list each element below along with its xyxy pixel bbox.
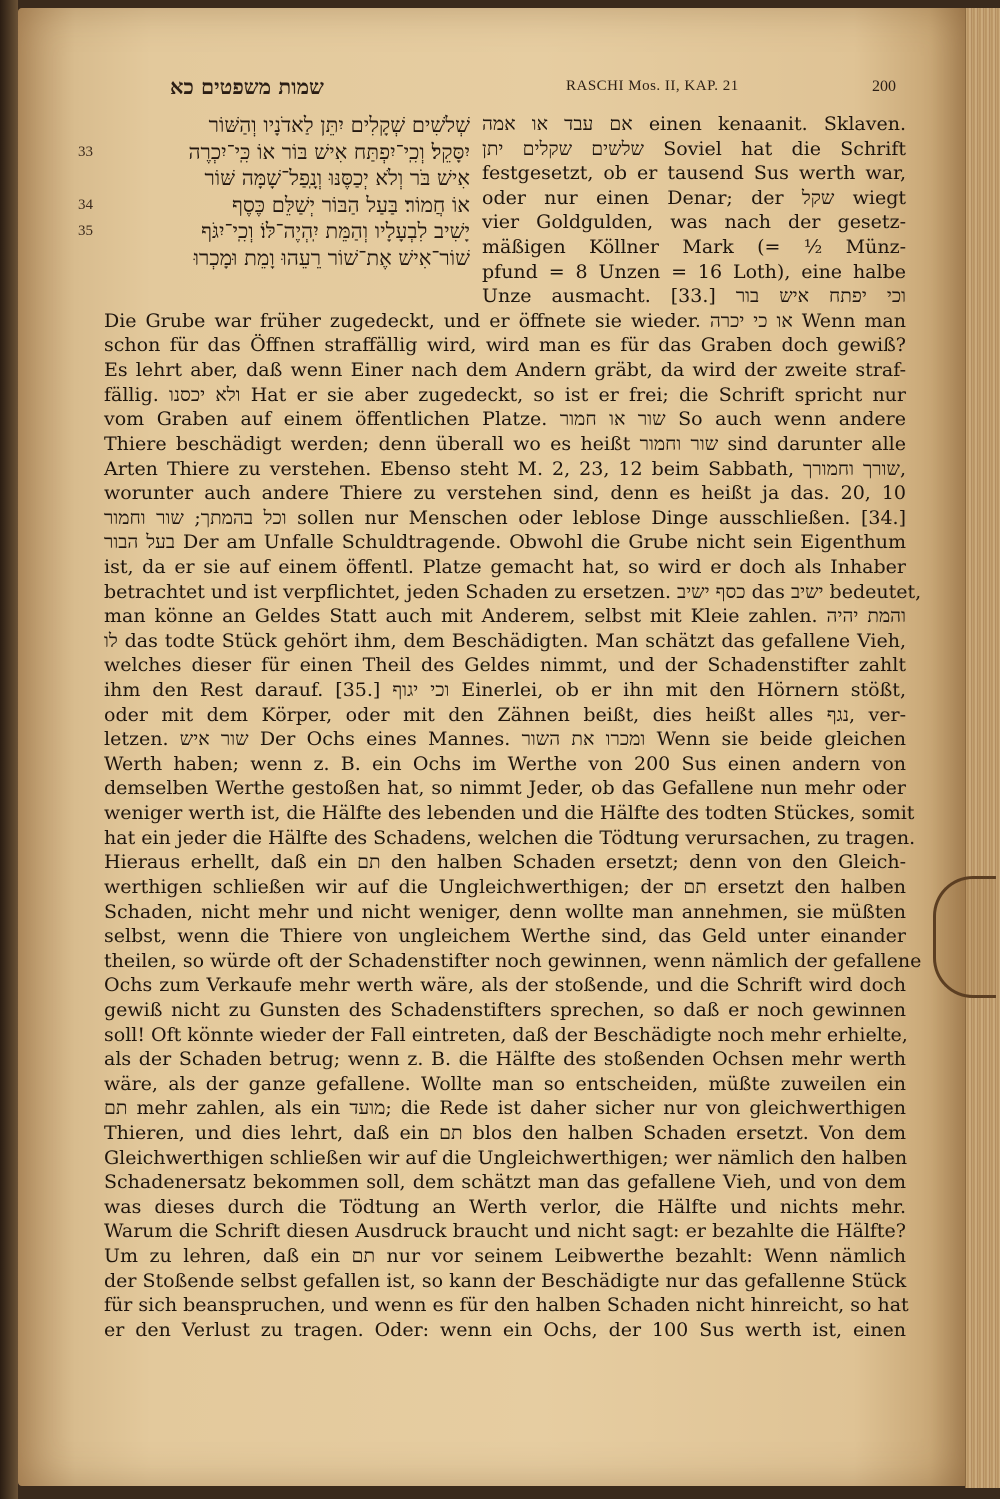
commentary-line: אם עבד או אמה einen kenaanit. Sklaven. — [482, 113, 907, 135]
commentary-line: letzen. שור איש Der Ochs eines Mannes. ומכרו את השור Wenn sie beide gleichen — [104, 728, 906, 751]
commentary-line: vom Graben auf einem öffentlichen Platze. שור או חמור So auch wenn andere — [104, 408, 906, 431]
commentary-line: hat ein jeder die Hälfte des Schadens, welchen die Tödtung verursachen, zu tragen. — [104, 826, 916, 849]
rashi-commentary — [104, 112, 922, 1367]
commentary-line: wäre, als der ganze gefallene. Wollte man so entscheiden, müßte zuweilen ein — [104, 1072, 906, 1095]
verse-number: 35 — [78, 223, 93, 239]
commentary-line: Warum die Schrift diesen Ausdruck braucht und nicht sagt: er bezahlte die Hälfte? — [104, 1220, 906, 1243]
commentary-line: man könne an Geldes Statt auch mit Anderem, selbst mit Kleie zahlen. והמת יהיה — [104, 605, 906, 628]
verse-number: 33 — [78, 143, 93, 160]
verse-text: אוֹ חֲמוֹר׃ בַּעַל הַבּוֹר יְשַׁלֵּם כֶּסֶף — [231, 192, 470, 217]
commentary-line: worunter auch andere Thiere zu verstehen sind, denn es heißt ja das. 20, 10 — [104, 482, 906, 505]
commentary-line: Schaden, nicht mehr und nicht weniger, denn wollte man annehmen, sie müßten — [104, 900, 906, 923]
commentary-line: was dieses durch die Tödtung an Werth verlor, die Hälfte und nichts mehr. — [104, 1195, 906, 1218]
commentary-line: ihm den Rest darauf. [35.] וכי יגוף Einerlei, ob er ihn mit den Hörnern stößt, — [104, 679, 906, 702]
commentary-line: שלשים שקלים יתן Soviel hat die Schrift — [482, 137, 907, 160]
commentary-line: Die Grube war früher zugedeckt, und er öffnete sie wieder. או כי יכרה Wenn man — [104, 309, 906, 332]
commentary-line: festgesetzt, ob er tausend Sus werth war, — [482, 162, 906, 185]
commentary-line: soll! Oft könnte wieder der Fall eintreten, daß der Beschädigte noch mehr erhielte, — [104, 1023, 908, 1046]
verse-text: אִישׁ בֹּר וְלֹא יְכַסֶּנּוּ וְנָֽפַל־שָׁמָּה שּׁוֹר — [204, 166, 470, 190]
verse-number: 34 — [78, 196, 93, 213]
commentary-line: ist, da er sie auf einem öffentl. Platze gemacht hat, so wird er doch als Inhaber — [104, 555, 906, 578]
commentary-line: schon für das Öffnen straffällig wird, wird man es für das Graben doch gewiß? — [104, 334, 906, 357]
verse-text: שׁוֹר־אִישׁ אֶת־שׁוֹר רֵעֵהוּ וָמֵת וּמָכְרוּ — [193, 245, 470, 270]
page-number: 200 — [872, 78, 896, 95]
verse-text: שְׁלֹשִׁים שְׁקָלִים יִתֵּן לַאדֹנָיו וְהַשּׁוֹר — [208, 113, 470, 137]
verse-text: יִסָּקֵל׃ וְכִֽי־יִפְתַּח אִישׁ בּוֹר אוֹ כִּֽי־יִכְרֶה — [188, 139, 470, 164]
commentary-line: Thiere beschädigt werden; denn überall wo es heißt שור וחמור sind darunter alle — [104, 432, 907, 455]
commentary-line: Arten Thiere zu verstehen. Ebenso steht M. 2, 23, 12 beim Sabbath, שורך וחמורך, — [104, 457, 906, 480]
commentary-line: fällig. ולא יכסנו Hat er sie aber zugedeckt, so ist er frei; die Schrift spricht nur — [104, 383, 907, 406]
commentary-line: Schadenersatz bekommen soll, dem schätzt man das gefallene Vieh, und von dem — [104, 1171, 906, 1194]
commentary-line: pfund = 8 Unzen = 16 Loth), eine halbe — [482, 260, 906, 283]
commentary-line: weniger werth ist, die Hälfte des lebenden und die Hälfte des todten Stückes, somit — [104, 802, 915, 825]
commentary-line: בעל הבור Der am Unfalle Schuldtragende. Obwohl die Grube nicht sein Eigenthum — [104, 531, 906, 554]
commentary-line: Thieren, und dies lehrt, daß ein תם blos den halben Schaden ersetzt. Von dem — [104, 1121, 907, 1144]
commentary-line: gewiß nicht zu Gunsten des Schadenstifters sprechen, so daß er noch gewinnen — [104, 998, 906, 1021]
verse-text: יָשִׁיב לִבְעָלָיו וְהַמֵּת יִֽהְיֶה־לּוֹ׃ וְכִֽי־יִגֹּף — [201, 219, 470, 243]
book-gutter — [0, 0, 18, 1499]
running-head: RASCHI Mos. II, KAP. 21 — [566, 78, 739, 94]
page-header — [170, 74, 910, 108]
commentary-line: oder mit dem Körper, oder mit den Zähnen beißt, dies heißt alles נגף, ver- — [104, 703, 906, 726]
commentary-line: Unze ausmacht. [33.] וכי יפתח איש בור — [482, 285, 906, 308]
commentary-line: als der Schaden betrug; wenn z. B. die Hälfte des stoßenden Ochsen mehr werth — [104, 1048, 906, 1071]
commentary-line: Ochs zum Verkaufe mehr werth wäre, als der stoßende, und die Schrift wird doch — [104, 974, 906, 997]
commentary-line: er den Verlust zu tragen. Oder: wenn ein Ochs, der 100 Sus werth ist, einen — [104, 1318, 906, 1341]
commentary-line — [104, 1342, 906, 1367]
commentary-line: לו das todte Stück gehört ihm, dem Beschädigten. Man schätzt das gefallene Vieh, — [104, 629, 906, 652]
commentary-line: Werth haben; wenn z. B. ein Ochs im Werthe von 200 Sus einen andern von — [104, 752, 906, 775]
commentary-line: welches dieser für einen Theil des Geldes nimmt, und der Schadenstifter zahlt — [104, 654, 906, 677]
thumb-index-tab — [933, 876, 996, 998]
commentary-line: mäßigen Köllner Mark (= ½ Münz- — [482, 236, 906, 259]
commentary-line: תם mehr zahlen, als ein מועד; die Rede ist daher sicher nur von gleichwerthigen — [104, 1097, 906, 1120]
commentary-line: Gleichwerthigen schließen wir auf die Ungleichwerthigen; wer nämlich den halben — [104, 1146, 908, 1169]
commentary-line: der Stoßende selbst gefallen ist, so kann der Beschädigte nur das gefallenne Stück — [104, 1269, 907, 1292]
commentary-line: betrachtet und ist verpflichtet, jeden Schaden zu ersetzen. כסף ישיב das ישיב bedeutet, — [104, 580, 922, 603]
commentary-line: Um zu lehren, daß ein תם nur vor seinem Leibwerthe bezahlt: Wenn nämlich — [104, 1245, 907, 1268]
commentary-line: theilen, so würde oft der Schadenstifter noch gewinnen, wenn nämlich der gefallene — [104, 949, 922, 972]
commentary-line: selbst, wenn die Thiere von ungleichem Werthe sind, das Geld unter einander — [104, 925, 906, 948]
commentary-line: Es lehrt aber, daß wenn Einer nach dem Andern gräbt, da wird der zweite straf- — [104, 359, 906, 382]
commentary-line: vier Goldgulden, was nach der gesetz- — [482, 211, 906, 234]
commentary-line: Hieraus erhellt, daß ein תם den halben Schaden ersetzt; denn von den Gleich- — [104, 851, 906, 874]
commentary-line: וכל בהמתך; שור וחמור sollen nur Menschen oder leblose Dinge ausschließen. [34.] — [104, 506, 906, 529]
commentary-line: für sich beanspruchen, und wenn es für den halben Schaden nicht hinreicht, so hat — [104, 1294, 909, 1317]
commentary-line: oder nur einen Denar; der שקל wiegt — [482, 186, 906, 209]
commentary-line: werthigen schließen wir auf die Ungleichwerthigen; der תם ersetzt den halben — [104, 875, 906, 898]
hebrew-header-title: שמות משפטים כא — [170, 74, 324, 99]
page-edges — [965, 8, 1000, 1488]
commentary-line: demselben Werthe gestoßen hat, so nimmt Jeder, ob das Gefallene nun mehr oder — [104, 777, 906, 800]
